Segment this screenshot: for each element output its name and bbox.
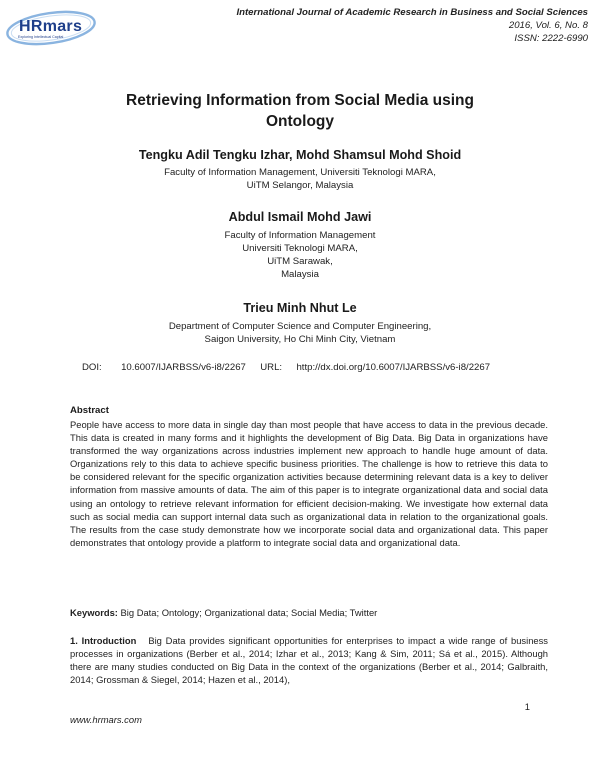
paper-title: [60, 90, 540, 132]
keywords-text: Big Data; Ontology; Organizational data; Social Media; Twitter: [120, 607, 378, 618]
title-line-2: Ontology: [265, 113, 335, 130]
author-name-2: Abdul Ismail Mohd Jawi: [228, 210, 372, 224]
introduction-paragraph: [70, 634, 548, 686]
journal-name: International Journal of Academic Research in Business and Social Sciences: [236, 7, 588, 18]
author-affiliation-3: [0, 320, 600, 346]
author-affiliation-1: [0, 166, 600, 192]
title-line-1: Retrieving Information from Social Media using: [126, 92, 474, 109]
keywords-label: Keywords:: [70, 607, 118, 618]
journal-issue: 2016, Vol. 6, No. 8: [508, 20, 588, 31]
author-affiliation-2: [0, 229, 600, 281]
affiliation-line: Malaysia: [281, 269, 319, 280]
keywords: [70, 607, 377, 618]
logo-tagline: Exploring Intellectual Capital: [18, 35, 64, 39]
page-number: 1: [524, 701, 530, 712]
abstract-heading: Abstract: [70, 405, 109, 416]
journal-issn: ISSN: 2222-6990: [514, 33, 588, 44]
affiliation-line: Faculty of Information Management: [224, 230, 376, 241]
author-name-1: Tengku Adil Tengku Izhar, Mohd Shamsul Mohd Shoid: [138, 148, 462, 162]
affiliation-line: Universiti Teknologi MARA,: [242, 243, 358, 254]
affiliation-line: Saigon University, Ho Chi Minh City, Vietnam: [204, 334, 396, 345]
url-label: URL:: [260, 362, 283, 373]
footer-url: www.hrmars.com: [70, 714, 142, 725]
journal-header: [236, 6, 588, 45]
url-link[interactable]: http://dx.doi.org/10.6007/IJARBSS/v6-i8/2267: [296, 362, 491, 373]
affiliation-line: UiTM Sarawak,: [267, 256, 333, 267]
abstract-text: People have access to more data in single day than most people that have access to data in the previous decade. This data is created in many forms and it highlights the development of Big Data. Big Data in organizations have transformed the way organizations across industries implement new approach to handle huge amount of data. Organizations rely to this data to achieve specific business priorities. The challenge is how to retrieve this data to be considered relevant for the specific organization activities because determining relevant data is a key to deliver information from massive amounts of data. The aim of this paper is to integrate organizational data and social data using an ontology to retrieve relevant information for efficient decision-making. We investigate how external data such as social media can support internal data such as organizational data in relation to the organizational goals. The results from the case study demonstrate how we incorporate social data and organizational data. This paper demonstrates that ontology provide a platform to integrate social data and organizational data.: [70, 419, 548, 548]
introduction-heading: 1. Introduction: [70, 635, 137, 646]
logo-wordmark: HRmars: [19, 18, 83, 35]
introduction-text: Big Data provides significant opportunities for enterprises to impact a wide range of business processes in organizations (Berber et al., 2014; Izhar et al., 2013; Kang & Sim, 2011; Sá et al., 2015). Although there are many studies conducted on Big Data in the context of the organizations (Berber et al., 2014; Galbraith, 2014; Grossman & Siegel, 2014; Hazen et al., 2014),: [70, 635, 548, 686]
affiliation-line: Department of Computer Science and Computer Engineering,: [168, 321, 432, 332]
doi-value[interactable]: 10.6007/IJARBSS/v6-i8/2267: [121, 362, 246, 373]
affiliation-line: UiTM Selangor, Malaysia: [246, 180, 354, 191]
author-name-3: Trieu Minh Nhut Le: [243, 301, 357, 315]
publisher-logo: [5, 8, 97, 48]
doi-line: [82, 362, 490, 373]
affiliation-line: Faculty of Information Management, Universiti Teknologi MARA,: [164, 167, 436, 178]
doi-label: DOI:: [82, 362, 102, 373]
